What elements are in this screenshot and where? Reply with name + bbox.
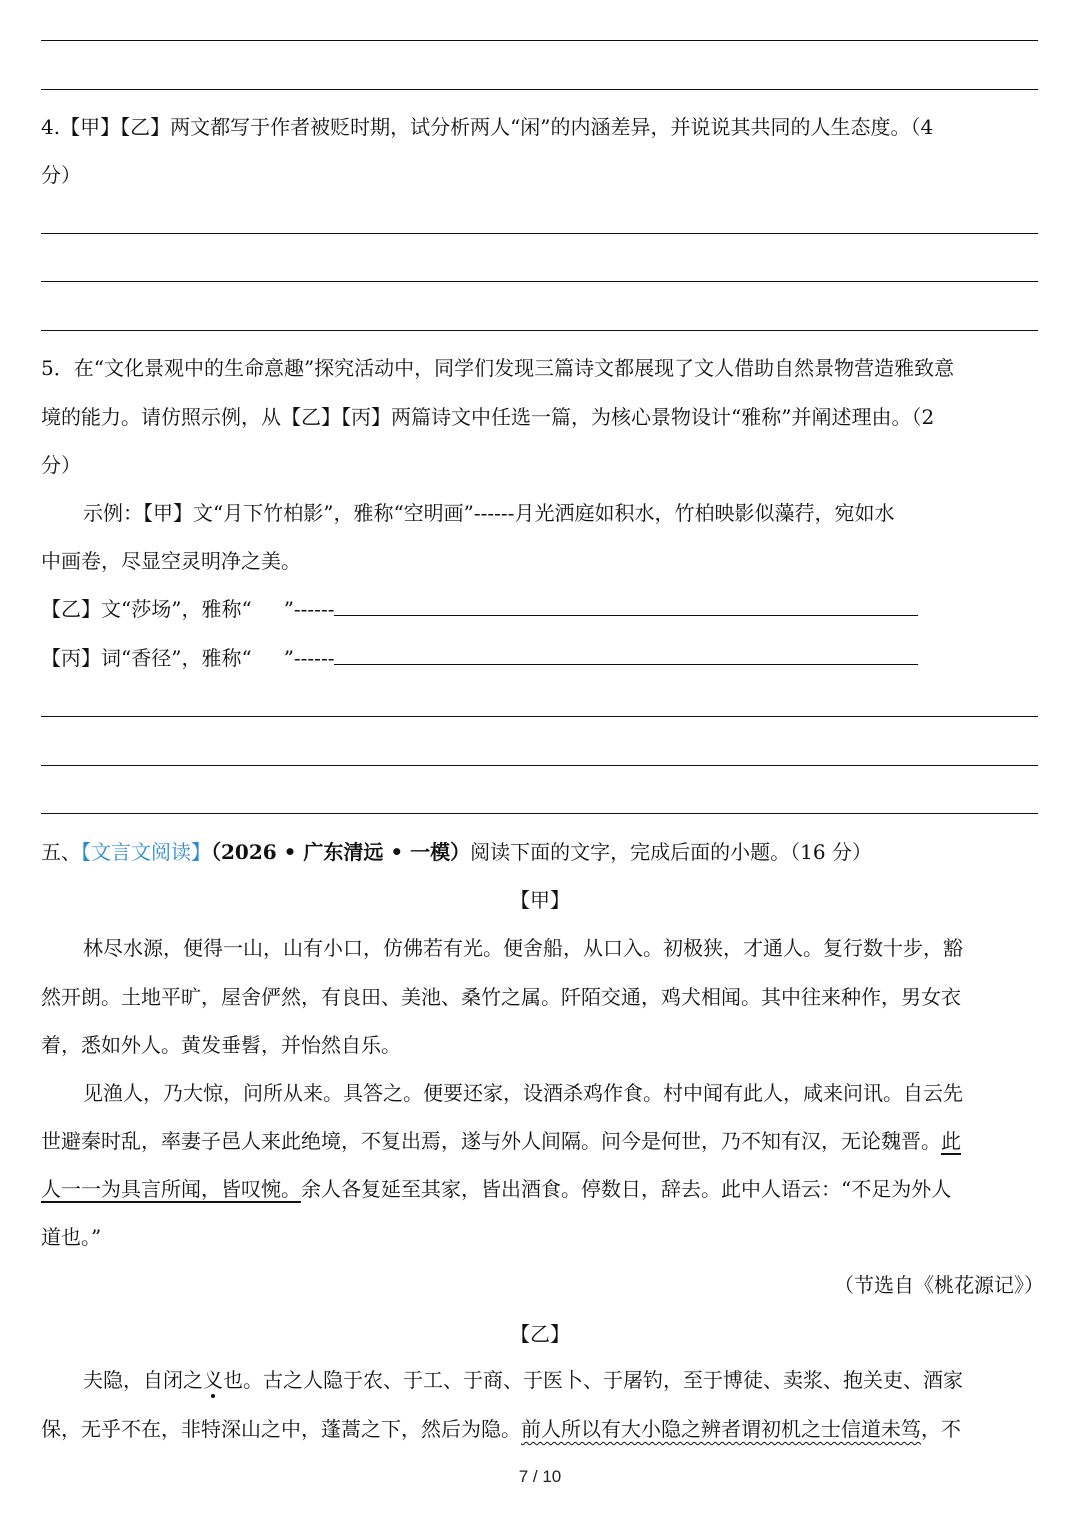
passage-jia-line (41, 1126, 1044, 1156)
passage-yi-line (83, 1365, 1044, 1395)
answer-line[interactable] (41, 716, 1038, 717)
question-5-line-1: 5．在“文化景观中的生命意趣”探究活动中，同学们发现三篇诗文都展现了文人借助自然景物营造雅致意 (41, 356, 955, 380)
dotted-character: 义 (203, 1368, 223, 1392)
passage-yi-line (41, 1414, 1044, 1444)
answer-line[interactable] (41, 233, 1038, 234)
fill-in-yi (41, 594, 1044, 624)
passage-text: 保，无乎不在，非特深山之中，蓬蒿之下，然后为隐。 (41, 1417, 521, 1441)
underlined-sentence: 人一一为具言所闻，皆叹惋。 (41, 1177, 301, 1201)
fill-yi-prefix: 【乙】文“莎场”，雅称“ (41, 597, 252, 621)
answer-line[interactable] (41, 330, 1038, 331)
passage-jia-line: 林尽水源，便得一山，山有小口，仿佛若有光。便舍船，从口入。初极狭，才通人。复行数十步，豁 (83, 936, 963, 960)
passage-jia-line: 见渔人，乃大惊，问所从来。具答之。便要还家，设酒杀鸡作食。村中闻有此人，咸来问讯。自云先 (83, 1081, 963, 1105)
answer-line[interactable] (41, 281, 1038, 282)
fill-bing-prefix: 【丙】词“香径”，雅称“ (41, 646, 252, 670)
answer-line[interactable] (41, 813, 1038, 814)
page-number: 7 / 10 (518, 1467, 562, 1486)
section-number: 五、 (41, 840, 81, 864)
answer-line[interactable] (41, 89, 1038, 90)
section-source: （2026 • 广东清远 • 一模） (211, 840, 471, 864)
reason-blank[interactable] (334, 597, 918, 616)
passage-yi-heading: 【乙】 (510, 1322, 570, 1346)
section-instruction: 阅读下面的文字，完成后面的小题。（16 分） (470, 840, 872, 864)
answer-line[interactable] (41, 765, 1038, 766)
passage-text: ，不 (921, 1417, 961, 1441)
passage-jia-line: 道也。” (41, 1225, 102, 1249)
example-line-2: 中画卷，尽显空灵明净之美。 (41, 549, 301, 573)
passage-text: 夫隐，自闭之 (83, 1368, 203, 1392)
fill-in-bing (41, 643, 1044, 673)
fill-yi-suffix: ”------ (283, 597, 335, 621)
passage-jia-source: （节选自《桃花源记》） (834, 1273, 1044, 1297)
underlined-sentence: 此 (941, 1129, 961, 1153)
answer-line[interactable] (41, 40, 1038, 41)
question-4-line-2: 分） (41, 163, 81, 187)
passage-jia-line (41, 1174, 1044, 1204)
passage-jia-heading: 【甲】 (510, 888, 570, 912)
example-line-1: 示例：【甲】文“月下竹柏影”，雅称“空明画”------月光洒庭如积水，竹柏映影似藻荇，宛如水 (83, 501, 895, 525)
passage-text: 也。古之人隐于农、于工、于商、于医卜、于屠钓，至于博徒、卖浆、抱关吏、酒家 (223, 1368, 963, 1392)
question-5-line-3: 分） (41, 453, 81, 477)
passage-text: 世避秦时乱，率妻子邑人来此绝境，不复出焉，遂与外人间隔。问今是何世，乃不知有汉，无论魏晋。 (41, 1129, 941, 1153)
question-5-line-2: 境的能力。请仿照示例，从【乙】【丙】两篇诗文中任选一篇，为核心景物设计“雅称”并阐述理由。（2 (41, 405, 935, 429)
reason-blank[interactable] (334, 646, 918, 665)
wavy-underlined-sentence: 前人所以有大小隐之辨者谓初机之士信道未笃 (521, 1417, 921, 1441)
passage-text: 余人各复延至其家，皆出酒食。停数日，辞去。此中人语云：“不足为外人 (301, 1177, 952, 1201)
passage-jia-line: 然开朗。土地平旷，屋舍俨然，有良田、美池、桑竹之属。阡陌交通，鸡犬相闻。其中往来种作，男女衣 (41, 985, 961, 1009)
fill-bing-suffix: ”------ (283, 646, 335, 670)
passage-jia-line: 着，悉如外人。黄发垂髫，并怡然自乐。 (41, 1033, 401, 1057)
section-5-header (41, 837, 1044, 867)
section-tag-link[interactable]: 【文言文阅读】 (81, 840, 211, 864)
question-4-line-1: 4.【甲】【乙】两文都写于作者被贬时期，试分析两人“闲”的内涵差异，并说说其共同的人生态度。（4 (41, 115, 934, 139)
